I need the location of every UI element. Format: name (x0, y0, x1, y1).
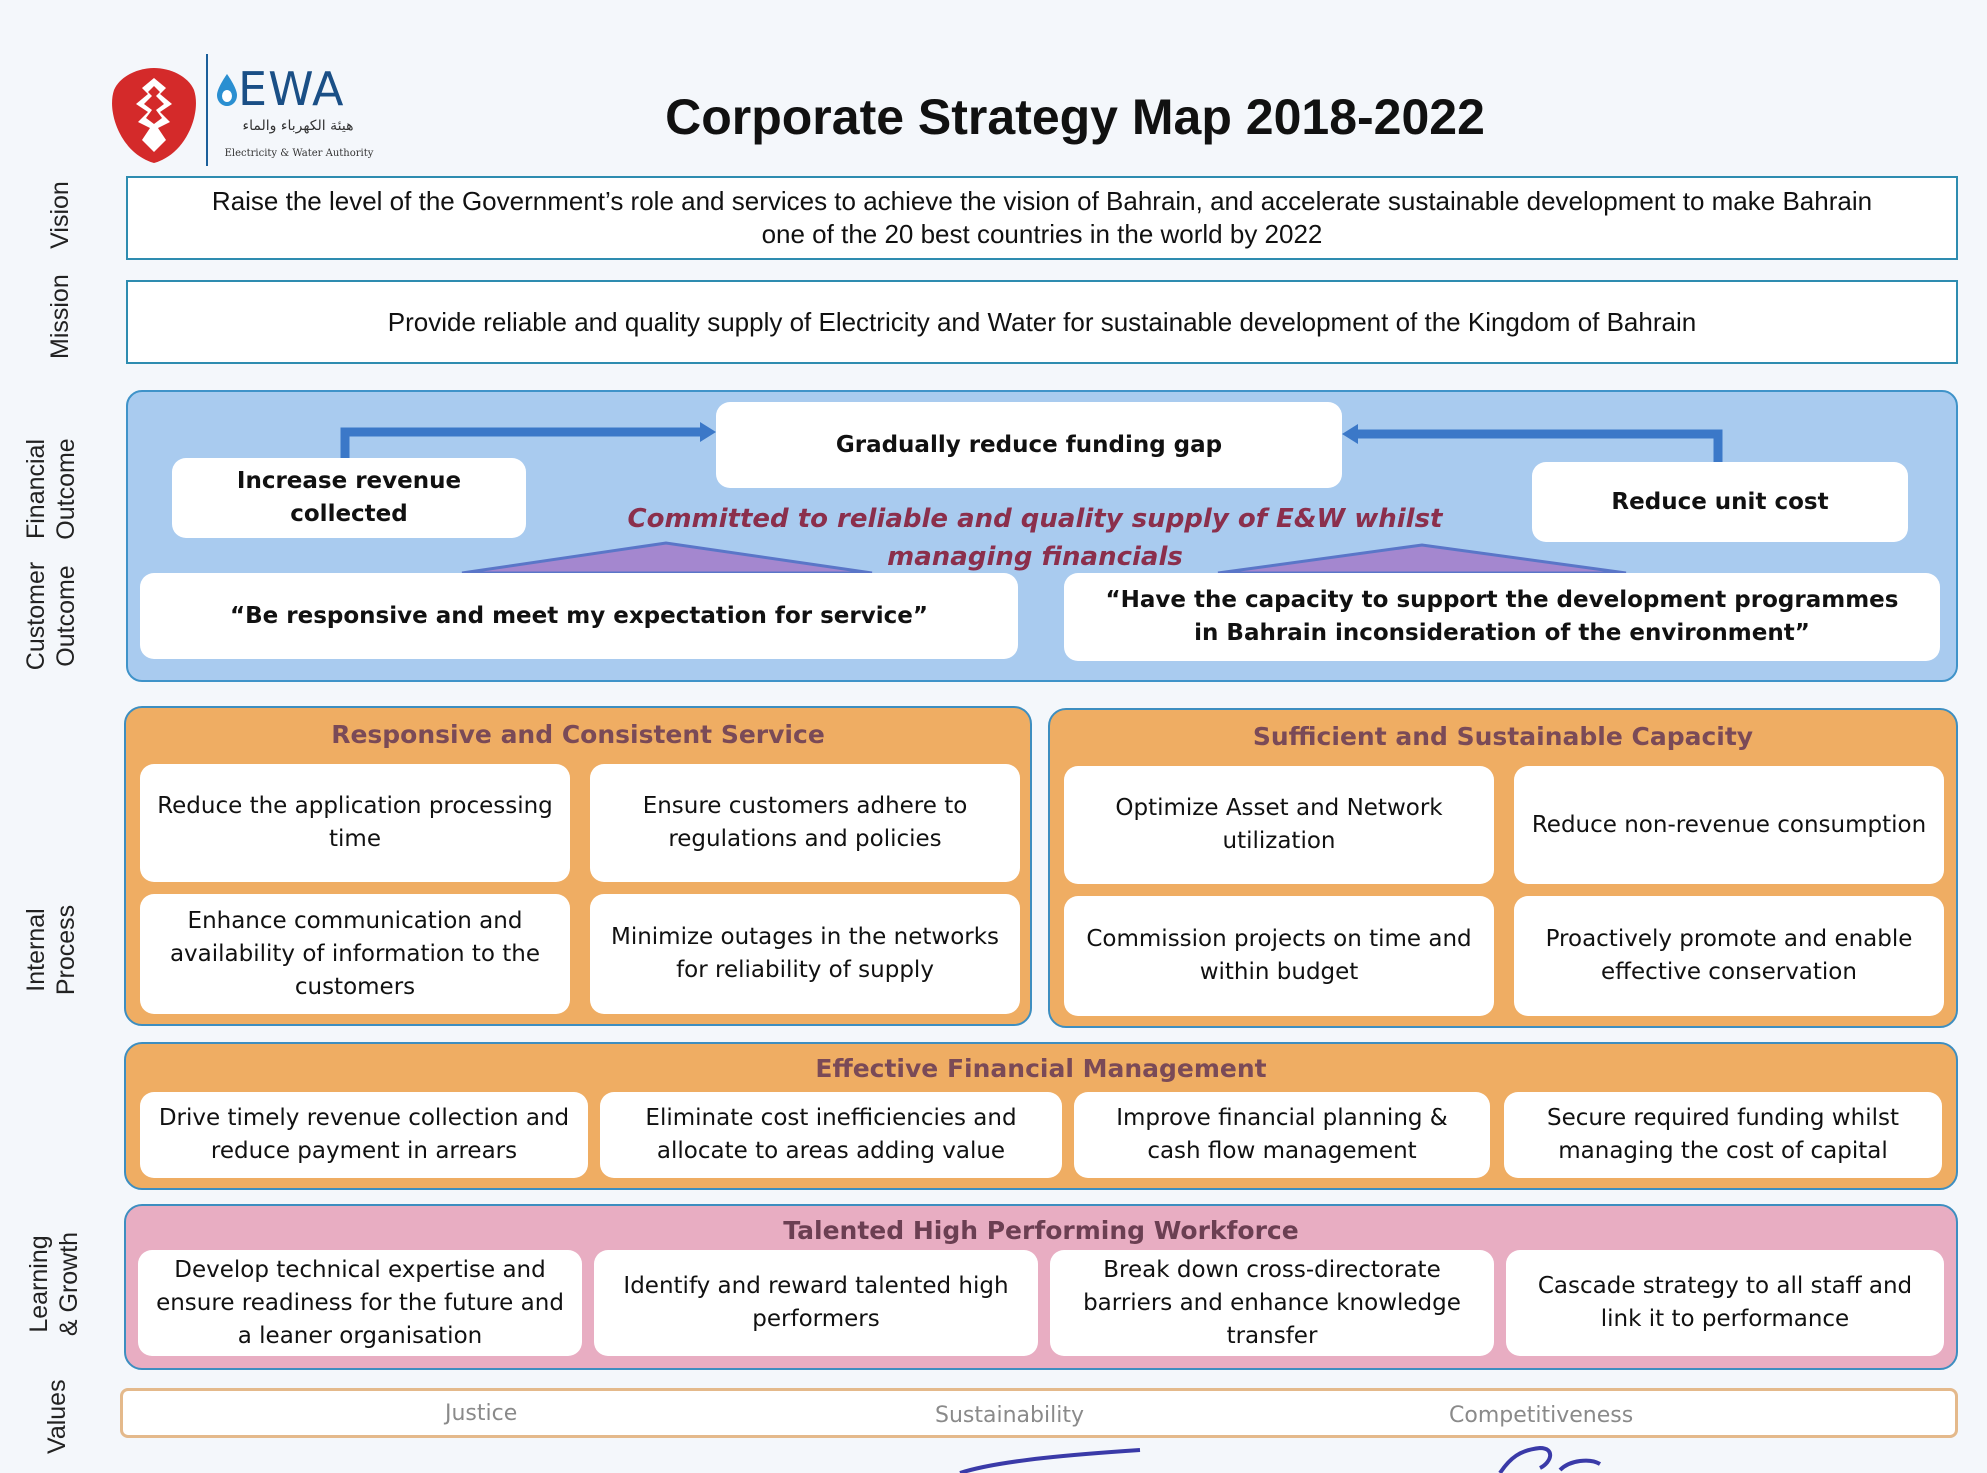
objective-card: Drive timely revenue collection and reduce payment in arrears (140, 1092, 588, 1178)
signature-stroke-icon (960, 1450, 1140, 1473)
right-arrow-icon (1352, 434, 1718, 462)
row-label-customer-line1: Customer (22, 561, 50, 671)
row-label-learning-line2: & Growth (55, 1231, 83, 1337)
signature-marks (0, 1440, 1987, 1473)
goal-reduce-unit-cost: Reduce unit cost (1532, 462, 1908, 542)
values-bar (120, 1388, 1958, 1438)
objective-card: Reduce the application processing time (140, 764, 570, 882)
value-justice: Justice (445, 1401, 518, 1426)
panel-responsive-service (124, 706, 1032, 1026)
commitment-line1: Committed to reliable and quality supply of E&W whilst (627, 504, 1443, 534)
objective-card: Ensure customers adhere to regulations and policies (590, 764, 1020, 882)
objective-card: Optimize Asset and Network utilization (1064, 766, 1494, 884)
objective-card: Cascade strategy to all staff and link it to performance (1506, 1250, 1944, 1356)
commitment-statement (560, 500, 1510, 576)
objective-card: Improve financial planning & cash flow management (1074, 1092, 1490, 1178)
left-arrow-icon (345, 432, 706, 460)
logo-subtitle: Electricity & Water Authority (224, 148, 374, 159)
value-sustainability: Sustainability (935, 1403, 1084, 1428)
panel-capacity-title: Sufficient and Sustainable Capacity (1252, 722, 1754, 751)
row-label-internal-line2: Process (52, 904, 80, 996)
value-competitiveness: Competitiveness (1449, 1403, 1634, 1428)
row-label-financial-line2: Outcome (52, 438, 80, 540)
row-label-values: Values (43, 1379, 71, 1454)
panel-learning-growth (124, 1204, 1958, 1370)
right-arrow-head-icon (1342, 424, 1358, 444)
logo-arabic: هيئة الكهرباء والماء (242, 118, 354, 134)
row-label-learning-growth (24, 1224, 84, 1344)
customer-outcome-responsive: “Be responsive and meet my expectation for service” (140, 573, 1018, 659)
left-arrow-head-icon (700, 422, 716, 442)
objective-card: Develop technical expertise and ensure readiness for the future and a leaner organisation (138, 1250, 582, 1356)
page-title: Corporate Strategy Map 2018-2022 (665, 89, 1485, 145)
row-label-customer-line2: Outcome (52, 565, 80, 667)
row-label-vision: Vision (46, 181, 74, 249)
row-label-internal-process (21, 895, 81, 1005)
objective-card: Eliminate cost inefficiencies and allocate to areas adding value (600, 1092, 1062, 1178)
goal-increase-revenue: Increase revenue collected (172, 458, 526, 538)
row-label-mission: Mission (46, 274, 74, 359)
row-label-internal-line1: Internal (22, 908, 50, 992)
vision-line2: one of the 20 best countries in the world by 2022 (761, 219, 1323, 249)
row-label-learning-line1: Learning (25, 1235, 53, 1333)
objective-card: Enhance communication and availability of information to the customers (140, 894, 570, 1014)
signature-initial-icon (1500, 1448, 1600, 1473)
objective-card: Secure required funding whilst managing the cost of capital (1504, 1092, 1942, 1178)
panel-financial-management (124, 1042, 1958, 1190)
commitment-line2: managing financials (887, 542, 1183, 572)
vision-line1: Raise the level of the Government’s role and services to achieve the vision of Bahrain, and accelerate sustainable development to make Bahrain (211, 186, 1873, 216)
objective-card: Identify and reward talented high performers (594, 1250, 1038, 1356)
objective-card: Break down cross-directorate barriers and enhance knowledge transfer (1050, 1250, 1494, 1356)
goal-reduce-funding-gap: Gradually reduce funding gap (716, 402, 1342, 488)
row-label-financial-line1: Financial (22, 438, 50, 540)
customer-outcome-capacity: “Have the capacity to support the development programmes in Bahrain inconsideration of the environment” (1064, 573, 1940, 661)
objective-card: Commission projects on time and within budget (1064, 896, 1494, 1016)
objective-card: Reduce non-revenue consumption (1514, 766, 1944, 884)
panel-sustainable-capacity (1048, 708, 1958, 1028)
logo-text: EWA (238, 62, 345, 116)
objective-card: Proactively promote and enable effective conservation (1514, 896, 1944, 1016)
mission-text: Provide reliable and quality supply of Electricity and Water for sustainable development of the Kingdom of Bahrain (387, 306, 1697, 337)
panel-learning-title: Talented High Performing Workforce (783, 1216, 1299, 1245)
panel-financial-title: Effective Financial Management (815, 1054, 1267, 1083)
panel-responsive-title: Responsive and Consistent Service (331, 720, 825, 749)
objective-card: Minimize outages in the networks for reliability of supply (590, 894, 1020, 1014)
